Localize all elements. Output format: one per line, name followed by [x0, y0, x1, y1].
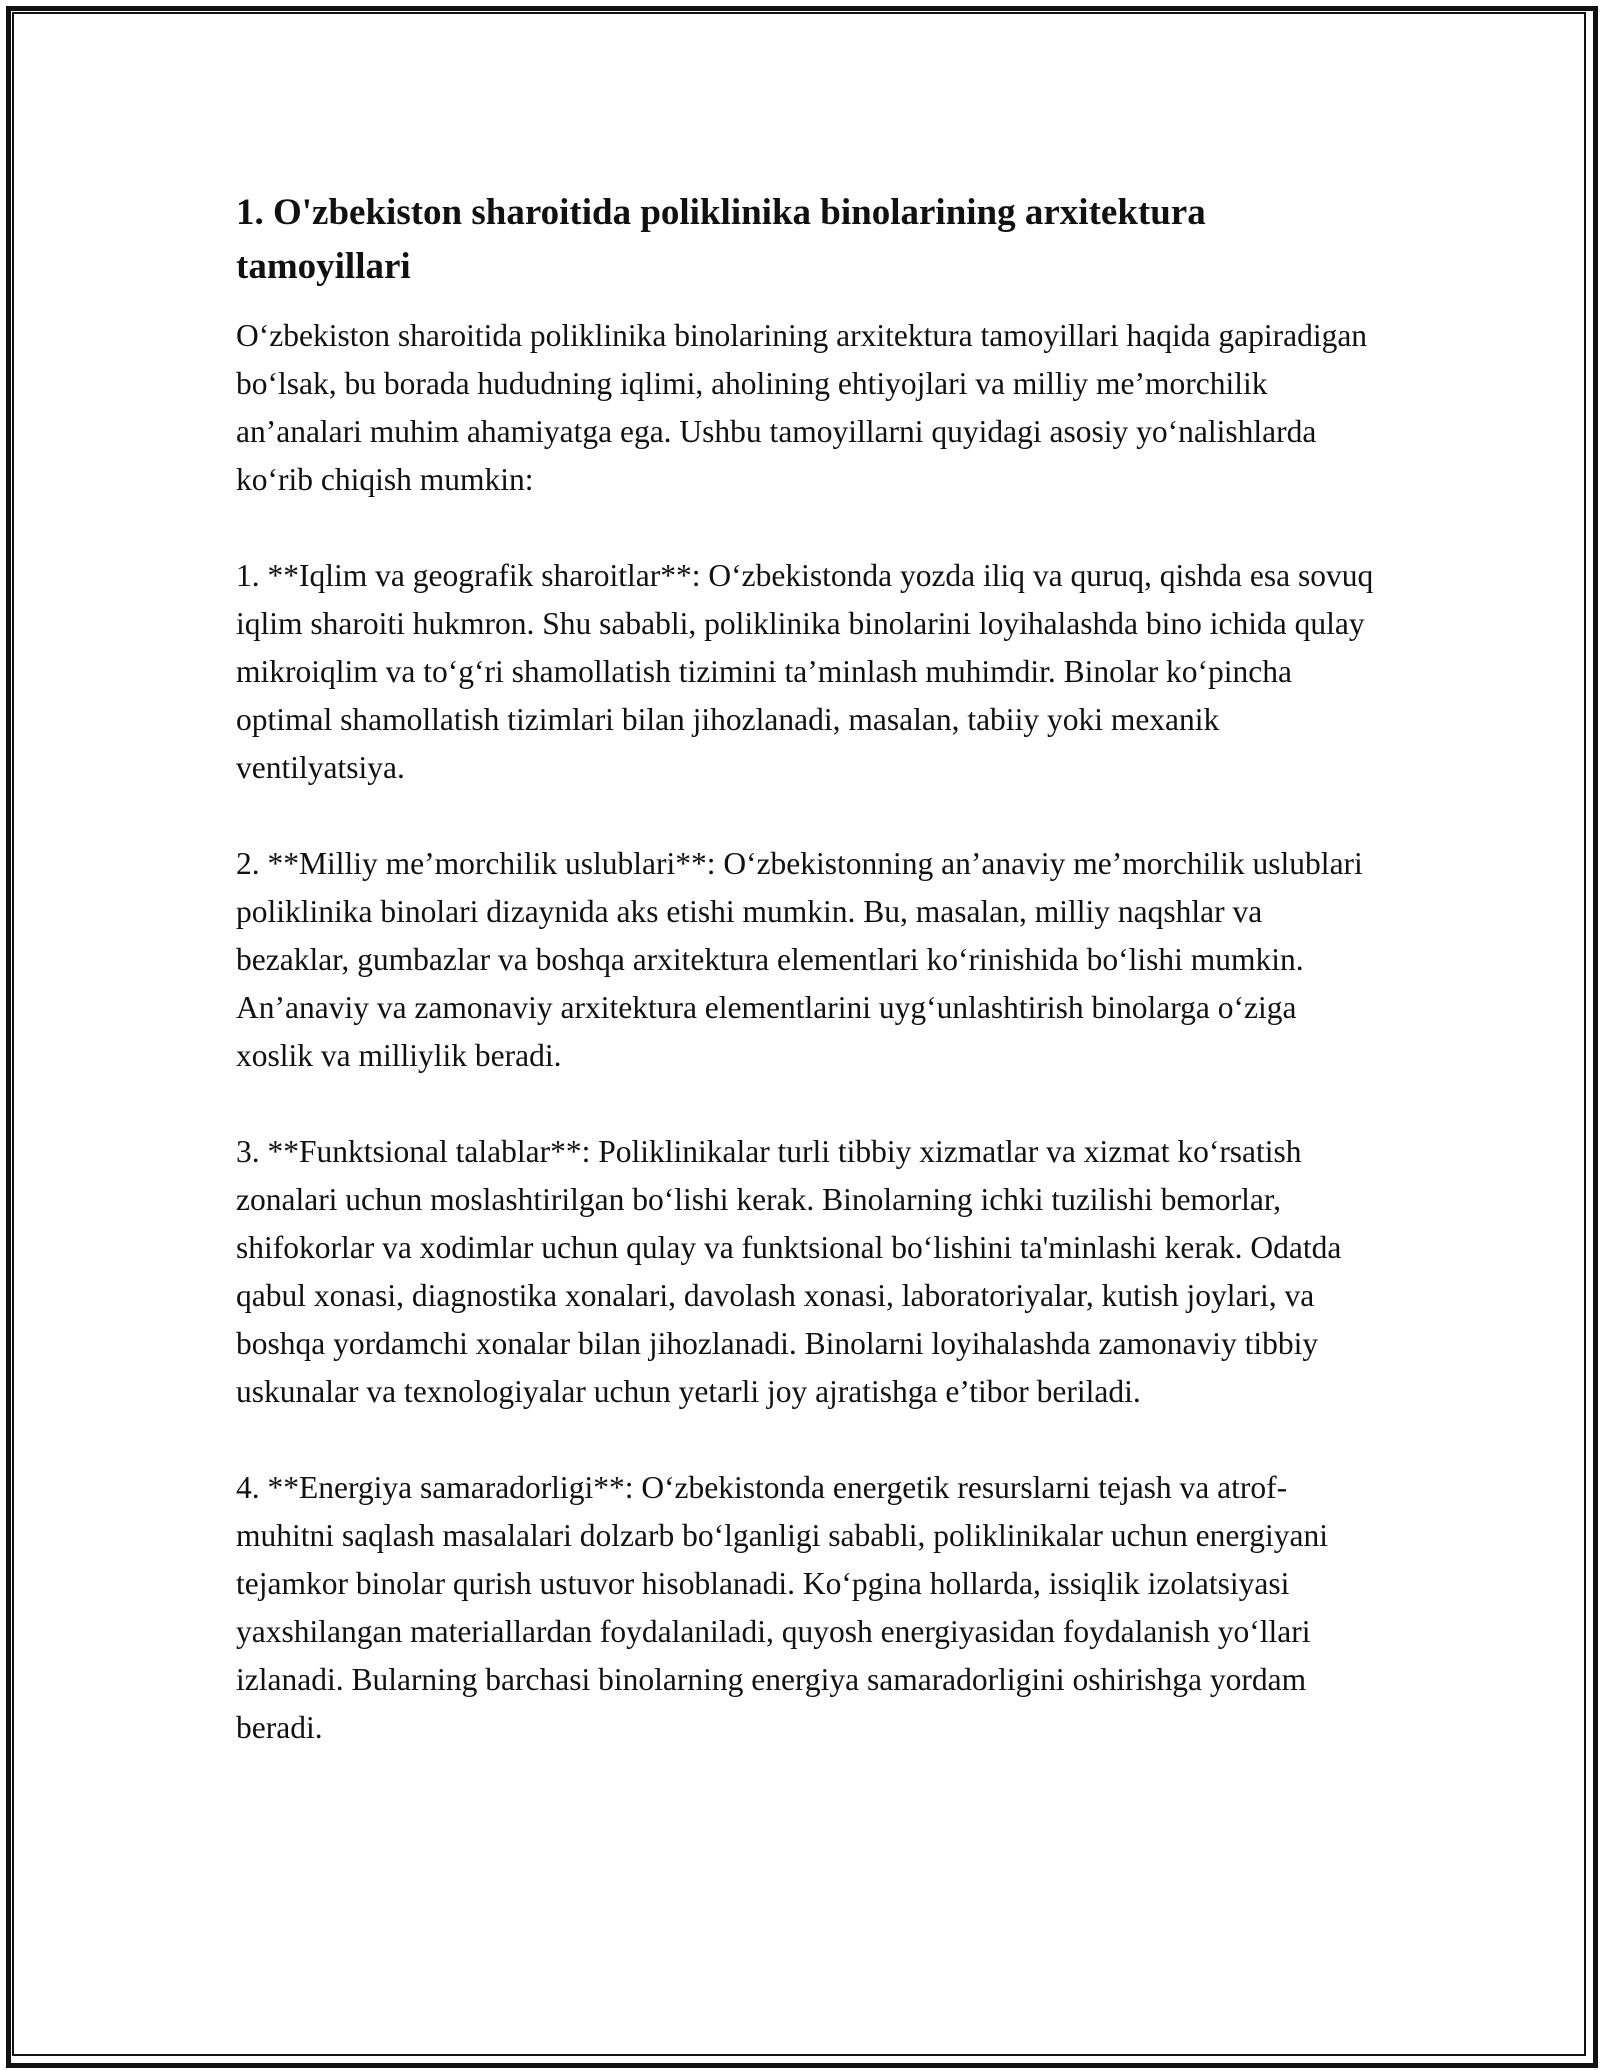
paragraph-national-styles: 2. **Milliy me’morchilik uslublari**: O‘zbekistonning an’anaviy me’morchilik uslublari poliklinika binolari dizaynida aks etishi mumkin. Bu, masalan, milliy naqshlar va bezaklar, gumbazlar va boshqa arxitektura elementlari ko‘rinishida bo‘lishi mumkin. An’anaviy va zamonaviy arxitektura elementlarini uyg‘unlashtirish binolarga o‘ziga xoslik va milliylik beradi. — [236, 846, 1363, 1073]
paragraph-climate: 1. **Iqlim va geografik sharoitlar**: O‘zbekistonda yozda iliq va quruq, qishda esa sovuq iqlim sharoiti hukmron. Shu sababli, poliklinika binolarini loyihalashda bino ichida qulay mikroiqlim va to‘g‘ri shamollatish tizimini ta’minlash muhimdir. Binolar ko‘pincha optimal shamollatish tizimlari bilan jihozlanadi, masalan, tabiiy yoki mexanik ventilyatsiya. — [236, 558, 1374, 785]
paragraph-energy-efficiency: 4. **Energiya samaradorligi**: O‘zbekistonda energetik resurslarni tejash va atrof-muhitni saqlash masalalari dolzarb bo‘lganligi sababli, poliklinikalar uchun energiyani tejamkor binolar qurish ustuvor hisoblanadi. Ko‘pgina hollarda, issiqlik izolatsiyasi yaxshilangan materiallardan foydalaniladi, quyosh energiyasidan foydalanish yo‘llari izlanadi. Bularning barchasi binolarning energiya samaradorligini oshirishga yordam beradi. — [236, 1470, 1329, 1745]
page-title: 1. O'zbekiston sharoitida poliklinika binolarining arxitektura tamoyillari — [236, 192, 1206, 287]
intro-paragraph: O‘zbekiston sharoitida poliklinika binolarining arxitektura tamoyillari haqida gapiradigan bo‘lsak, bu borada hududning iqlimi, aholining ehtiyojlari va milliy me’morchilik an’analari muhim ahamiyatga ega. Ushbu tamoyillarni quyidagi asosiy yo‘nalishlarda ko‘rib chiqish mumkin: — [236, 318, 1368, 497]
paragraph-functional-requirements: 3. **Funktsional talablar**: Poliklinikalar turli tibbiy xizmatlar va xizmat ko‘rsatish zonalari uchun moslashtirilgan bo‘lishi kerak. Binolarning ichki tuzilishi bemorlar, shifokorlar va xodimlar uchun qulay va funktsional bo‘lishini ta'minlashi kerak. Odatda qabul xonasi, diagnostika xonalari, davolash xonasi, laboratoriyalar, kutish joylari, va boshqa yordamchi xonalar bilan jihozlanadi. Binolarni loyihalashda zamonaviy tibbiy uskunalar va texnologiyalar uchun yetarli joy ajratishga e’tibor beriladi. — [236, 1134, 1342, 1409]
document-body — [236, 186, 1376, 1800]
